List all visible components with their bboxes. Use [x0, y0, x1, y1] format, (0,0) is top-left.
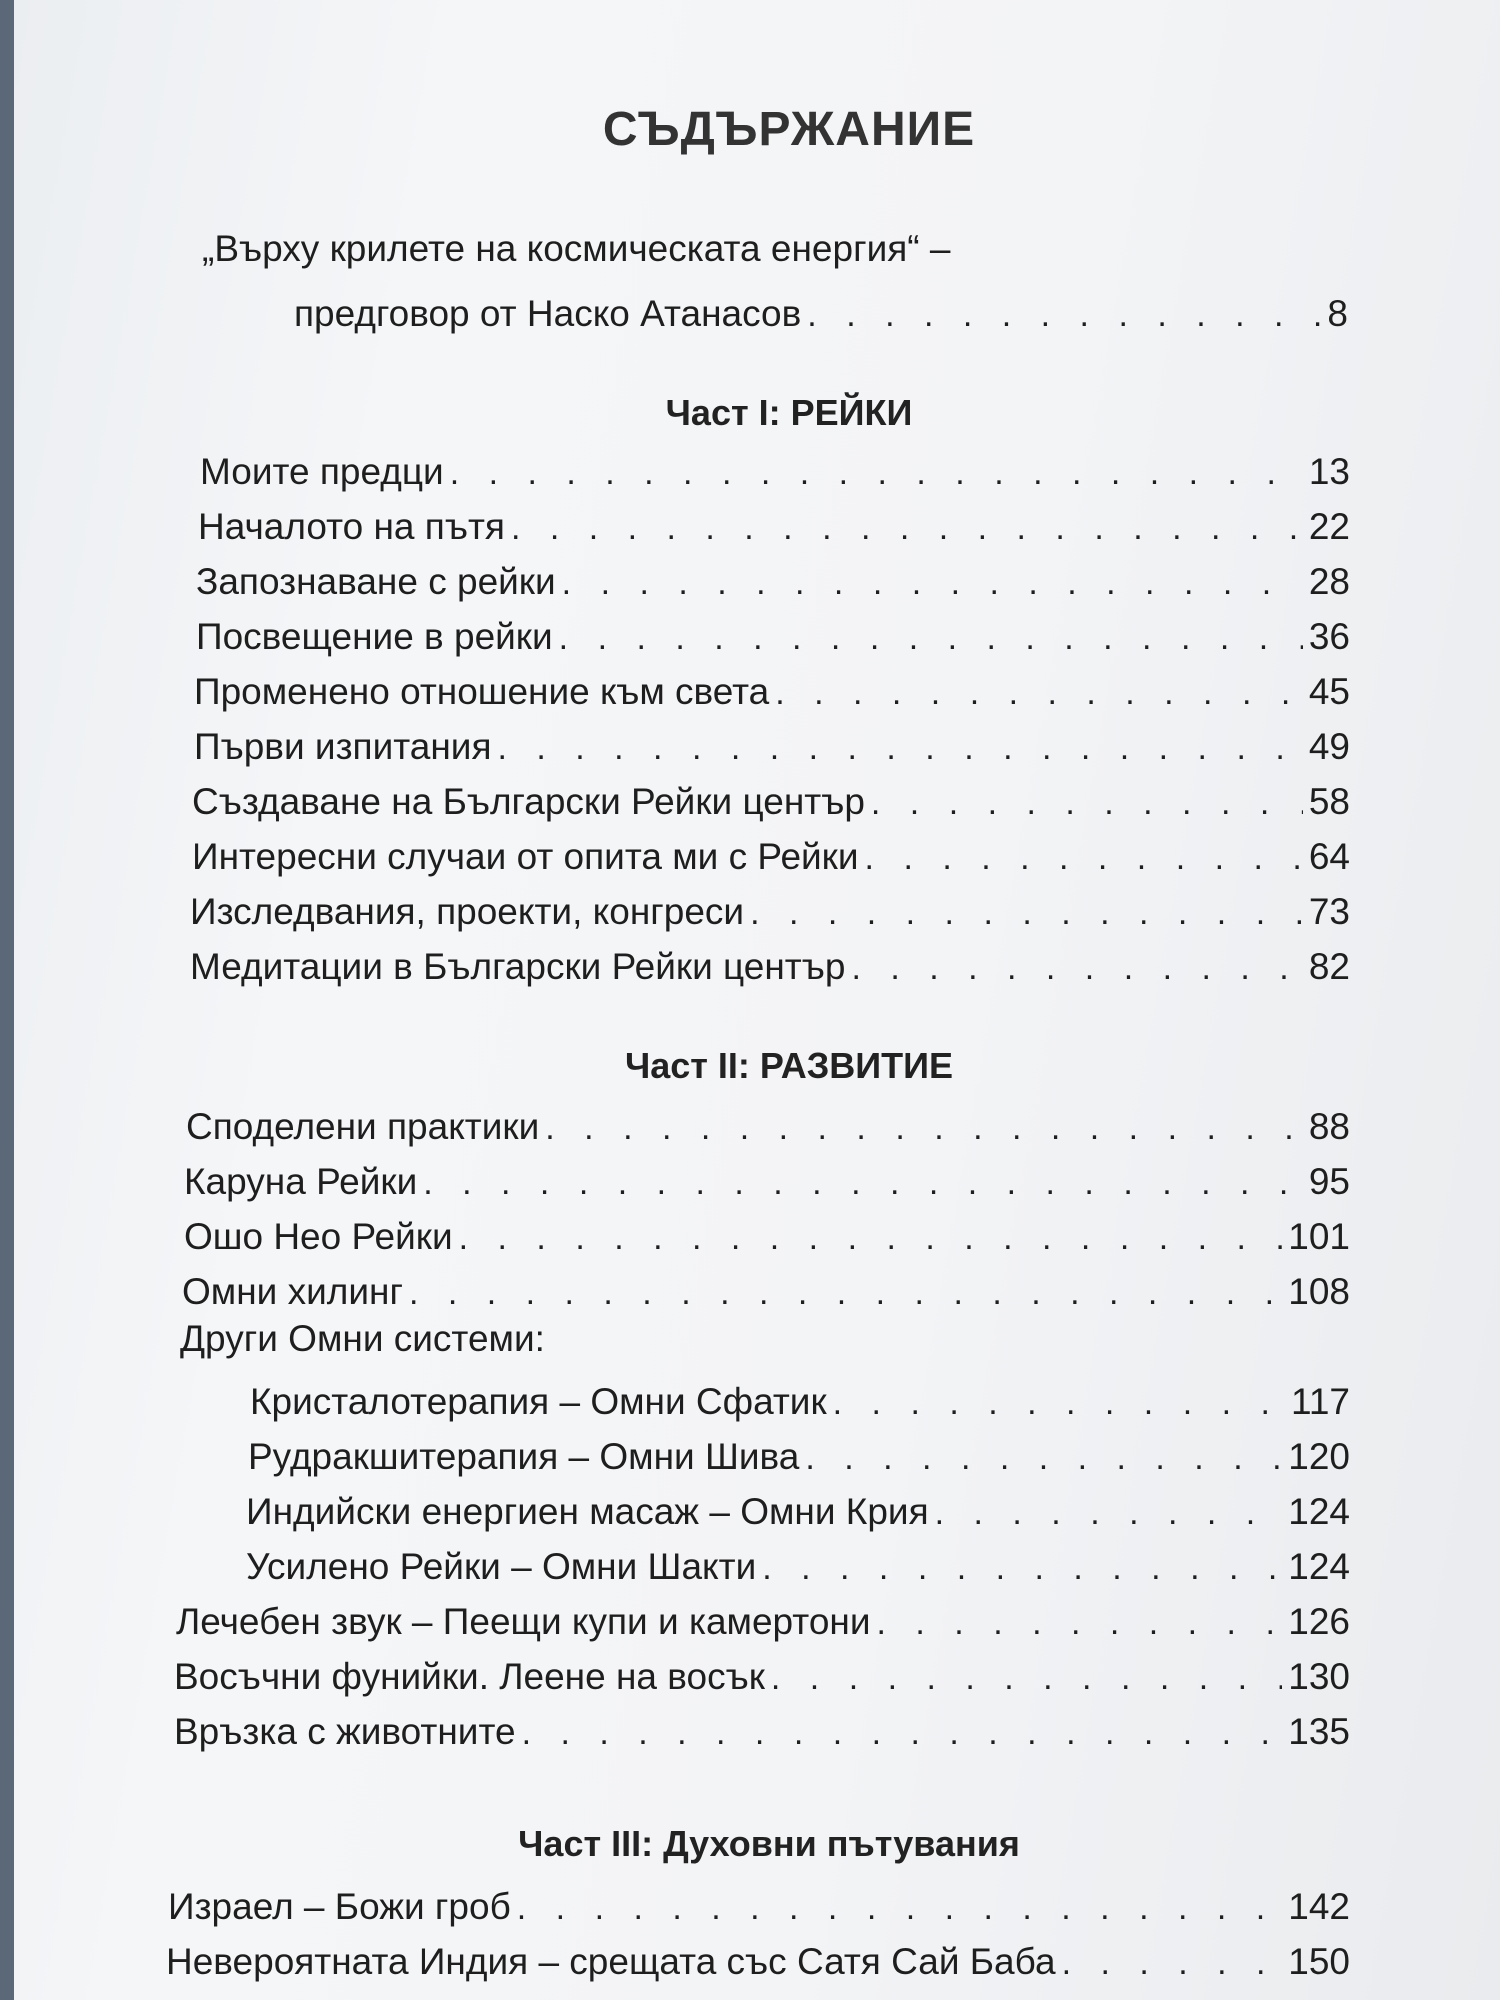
toc-entry-page: 88 — [1308, 1106, 1350, 1147]
toc-entry-page: 142 — [1288, 1886, 1350, 1927]
toc-entry-label: Споделени практики — [186, 1106, 540, 1147]
toc-entry[interactable] — [174, 1705, 1350, 1753]
toc-entry[interactable] — [196, 555, 1350, 603]
section-heading-part3: Част III: Духовни пътувания — [518, 1823, 1020, 1864]
leader-dots — [833, 1383, 1285, 1423]
toc-entry-page: 58 — [1308, 781, 1350, 822]
leader-dots — [851, 948, 1302, 988]
toc-entry-page: 124 — [1288, 1546, 1350, 1587]
leader-dots — [762, 1548, 1282, 1588]
toc-entry[interactable] — [174, 1650, 1350, 1698]
leader-dots — [409, 1273, 1282, 1313]
section-heading-part1: Част I: РЕЙКИ — [665, 392, 913, 433]
leader-dots — [771, 1658, 1282, 1698]
toc-entry-label: Началото на пътя — [198, 506, 505, 547]
leader-dots — [497, 728, 1302, 768]
toc-entry-page: 120 — [1288, 1436, 1350, 1477]
toc-entry-label: Моите предци — [200, 451, 444, 492]
toc-entry-label: Лечебен звук – Пеещи купи и камертони — [176, 1601, 871, 1642]
toc-entry-label: Усилено Рейки – Омни Шакти — [246, 1546, 757, 1587]
toc-entry-label: предговор от Наско Атанасов — [294, 293, 802, 334]
leader-dots — [559, 618, 1303, 658]
leader-dots — [459, 1218, 1283, 1258]
preface-line-1: „Върху крилете на космическата енергия“ – — [202, 228, 951, 269]
toc-entry[interactable] — [194, 720, 1350, 768]
toc-entry-page: 108 — [1288, 1271, 1350, 1312]
leader-dots — [750, 893, 1303, 933]
leader-dots — [807, 295, 1321, 335]
toc-entry[interactable] — [190, 885, 1350, 933]
page-title: СЪДЪРЖАНИЕ — [602, 103, 976, 156]
leader-dots — [935, 1493, 1283, 1533]
toc-entry-page: 126 — [1288, 1601, 1350, 1642]
toc-entry-label: Невероятната Индия – срещата със Сатя Сай Баба — [166, 1941, 1056, 1982]
leader-dots — [545, 1108, 1303, 1148]
toc-entry-label: Посвещение в рейки — [196, 616, 553, 657]
toc-entry-label: Интересни случаи от опита ми с Рейки — [192, 836, 859, 877]
toc-entry-page: 130 — [1288, 1656, 1350, 1697]
toc-entry[interactable] — [168, 1880, 1350, 1928]
leader-dots — [871, 783, 1303, 823]
leader-dots — [865, 838, 1303, 878]
leader-dots — [562, 563, 1303, 603]
toc-entry[interactable] — [184, 1155, 1350, 1203]
toc-entry[interactable] — [166, 1935, 1350, 1983]
toc-entry-page: 22 — [1308, 506, 1350, 547]
toc-subentry[interactable] — [250, 1375, 1350, 1423]
toc-entry-page: 124 — [1288, 1491, 1350, 1532]
leader-dots — [511, 508, 1303, 548]
toc-entry[interactable] — [186, 1100, 1350, 1148]
toc-entry-label: Връзка с животните — [174, 1711, 516, 1752]
toc-entry-label: Изследвания, проекти, конгреси — [190, 891, 745, 932]
toc-entry[interactable] — [192, 775, 1350, 823]
toc-entry[interactable] — [196, 610, 1350, 658]
toc-entry-preface[interactable] — [294, 287, 1348, 335]
toc-entry-page: 95 — [1308, 1161, 1350, 1202]
toc-entry-page: 8 — [1327, 293, 1348, 334]
leader-dots — [517, 1888, 1282, 1928]
toc-entry-label: Създаване на Български Рейки център — [192, 781, 865, 822]
toc-entry-page: 64 — [1308, 836, 1350, 877]
toc-entry-page: 49 — [1308, 726, 1350, 767]
leader-dots — [522, 1713, 1283, 1753]
toc-entry-page: 135 — [1288, 1711, 1350, 1752]
toc-entry-page: 150 — [1288, 1941, 1350, 1982]
toc-entry-label: Омни хилинг — [182, 1271, 403, 1312]
leader-dots — [450, 453, 1303, 493]
toc-entry[interactable] — [184, 1210, 1350, 1258]
toc-entry-label: Променено отношение към света — [194, 671, 770, 712]
toc-entry-page: 36 — [1308, 616, 1350, 657]
leader-dots — [775, 673, 1303, 713]
toc-entry-label: Ошо Нео Рейки — [184, 1216, 453, 1257]
toc-entry[interactable] — [182, 1265, 1350, 1313]
toc-subentry[interactable] — [246, 1485, 1350, 1533]
toc-entry-page: 45 — [1308, 671, 1350, 712]
toc-entry[interactable] — [198, 500, 1350, 548]
section-heading-part2: Част II: РАЗВИТИЕ — [624, 1045, 954, 1086]
toc-entry-label: Индийски енергиен масаж – Омни Крия — [246, 1491, 929, 1532]
leader-dots — [805, 1438, 1282, 1478]
toc-entry-label: Запознаване с рейки — [196, 561, 556, 602]
toc-entry[interactable] — [194, 665, 1350, 713]
toc-entry[interactable] — [190, 940, 1350, 988]
toc-entry-label: Рудракшитерапия – Омни Шива — [248, 1436, 800, 1477]
toc-group-label: Други Омни системи: — [180, 1318, 545, 1359]
toc-entry-label: Първи изпитания — [194, 726, 492, 767]
book-page — [14, 0, 1500, 2000]
toc-entry-page: 117 — [1291, 1381, 1350, 1422]
toc-entry-label: Кристалотерапия – Омни Сфатик — [250, 1381, 827, 1422]
toc-entry-page: 73 — [1308, 891, 1350, 932]
leader-dots — [877, 1603, 1283, 1643]
toc-entry-label: Каруна Рейки — [184, 1161, 418, 1202]
toc-entry-label: Восъчни фунийки. Леене на восък — [174, 1656, 765, 1697]
leader-dots — [423, 1163, 1303, 1203]
toc-entry-page: 28 — [1308, 561, 1350, 602]
toc-entry[interactable] — [176, 1595, 1350, 1643]
toc-entry-label: Медитации в Български Рейки център — [190, 946, 846, 987]
toc-entry[interactable] — [192, 830, 1350, 878]
toc-entry-page: 82 — [1308, 946, 1350, 987]
leader-dots — [1062, 1943, 1283, 1983]
toc-entry[interactable] — [200, 445, 1350, 493]
toc-subentry[interactable] — [248, 1430, 1350, 1478]
toc-subentry[interactable] — [246, 1540, 1350, 1588]
toc-entry-page: 13 — [1308, 451, 1350, 492]
toc-entry-page: 101 — [1288, 1216, 1350, 1257]
toc-entry-label: Израел – Божи гроб — [168, 1886, 511, 1927]
